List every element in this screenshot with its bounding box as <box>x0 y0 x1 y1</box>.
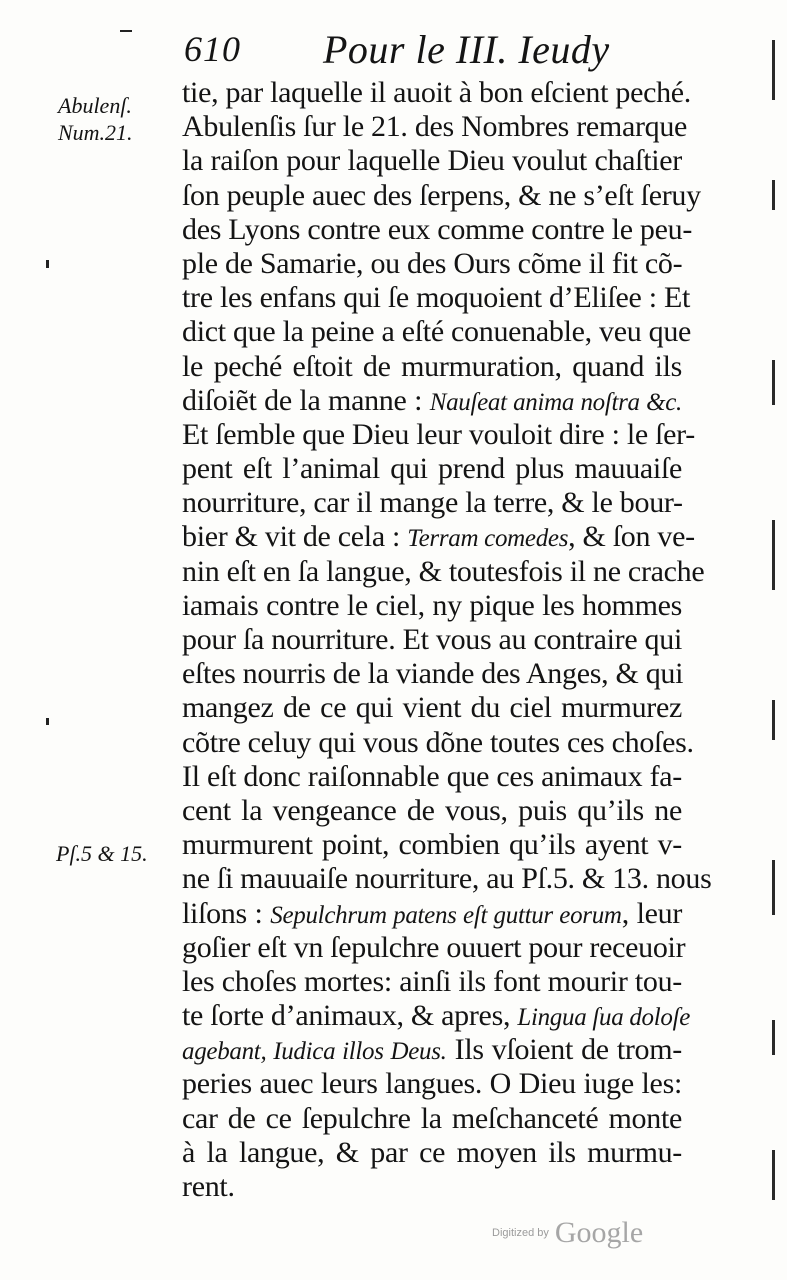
binding-mark <box>772 520 775 590</box>
binding-mark <box>772 1020 775 1055</box>
text-segment: diſoiẽt de la manne : <box>182 383 430 417</box>
text-line: dict que la peine a eſté conuenable, veu que <box>182 315 692 349</box>
page-edge-binding-marks <box>755 0 781 1280</box>
running-head: Pour le III. Ieudy <box>323 27 610 72</box>
page-header <box>178 22 610 72</box>
latin-quotation: Lingua ſua doloſe <box>517 1004 691 1032</box>
google-logo: Google <box>554 1216 644 1249</box>
latin-quotation: Sepulchrum patens eſt guttur eorum <box>270 901 622 929</box>
text-line: la raiſon pour laquelle Dieu voulut chaſtier <box>182 144 682 178</box>
marginal-note-psalms: Pſ.5 & 15. <box>56 841 148 866</box>
ink-speck <box>120 30 132 32</box>
text-line <box>182 1033 682 1067</box>
text-line <box>182 520 695 554</box>
text-segment: liſons : <box>182 896 271 930</box>
text-line: goſier eſt vn ſepulchre ouuert pour receuoir <box>182 930 686 964</box>
digitization-credit <box>492 1216 643 1250</box>
text-line: murmurent point, combien qu’ils ayent v- <box>182 828 682 862</box>
text-segment: te ſorte d’animaux, & apres, <box>182 999 518 1033</box>
text-line: les choſes mortes: ainſi ils font mourir tou- <box>182 964 682 998</box>
text-line: ſon peuple auec des ſerpens, & ne s’eſt ſeruy <box>182 178 701 212</box>
text-line: tre les enfans qui ſe moquoient d’Eliſee : Et <box>182 281 691 315</box>
binding-mark <box>772 700 775 740</box>
text-segment: , leur <box>621 896 683 930</box>
text-line: cent la vengeance de vous, puis qu’ils ne <box>182 793 682 827</box>
ink-speck <box>46 260 49 268</box>
text-line: eſtes nourris de la viande des Anges, & qui <box>182 657 684 691</box>
binding-mark <box>772 40 775 100</box>
marginal-note-abulensis <box>58 92 133 146</box>
text-line: mangez de ce qui vient du ciel murmurez <box>182 691 682 725</box>
text-segment: Ils vſoient de trom- <box>446 1033 682 1067</box>
text-line: Il eſt donc raiſonnable que ces animaux fa- <box>182 759 682 793</box>
text-line: tie, par laquelle il auoit à bon eſcient peché. <box>182 76 692 109</box>
text-line: nin eſt en ſa langue, & toutesfois il ne crache <box>182 554 705 588</box>
text-line: le peché eſtoit de murmuration, quand ils <box>182 349 682 383</box>
latin-quotation: Nauſeat anima noſtra &c. <box>429 388 682 416</box>
text-line: pent eſt l’animal qui prend plus mauuaiſe <box>182 452 682 486</box>
body-text <box>182 76 712 1204</box>
latin-quotation: Terram comedes <box>407 525 569 553</box>
binding-mark <box>772 860 775 915</box>
text-segment: , & ſon ve- <box>568 520 695 554</box>
text-line <box>182 999 691 1033</box>
text-line: Abulenſis ſur le 21. des Nombres remarque <box>182 110 688 144</box>
text-line: peries auec leurs langues. O Dieu iuge les: <box>182 1067 682 1101</box>
binding-mark <box>772 180 775 210</box>
text-line: car de ce ſepulchre la meſchanceté monte <box>182 1101 682 1135</box>
text-line: ne ſi mauuaiſe nourriture, au Pſ.5. & 13. nous <box>182 862 712 896</box>
marginal-note-line: Num.21. <box>58 120 133 145</box>
credit-small-text: Digitized by <box>492 1227 549 1239</box>
text-line: pour ſa nourriture. Et vous au contraire qui <box>182 623 682 656</box>
text-line <box>182 384 682 418</box>
marginal-note-line: Abulenſ. <box>58 93 132 118</box>
text-line: à la langue, & par ce moyen ils murmu- <box>182 1135 682 1169</box>
text-line: ple de Samarie, ou des Ours cõme il fit cõ- <box>182 246 683 280</box>
binding-mark <box>772 1150 775 1200</box>
page-number: 610 <box>184 29 241 69</box>
text-line: nourriture, car il mange la terre, & le bour- <box>182 486 683 520</box>
binding-mark <box>772 360 775 405</box>
ink-speck <box>46 718 49 725</box>
text-line: des Lyons contre eux comme contre le peu- <box>182 212 693 246</box>
text-line: cõtre celuy qui vous dõne toutes ces choſes. <box>182 725 694 759</box>
text-line: iamais contre le ciel, ny pique les hommes <box>182 588 682 622</box>
text-segment: bier & vit de cela : <box>182 520 408 554</box>
text-line: rent. <box>182 1170 235 1203</box>
text-line <box>182 897 682 931</box>
latin-quotation: agebant, Iudica illos Deus. <box>182 1038 447 1066</box>
text-line: Et ſemble que Dieu leur vouloit dire : le ſer- <box>182 417 695 451</box>
